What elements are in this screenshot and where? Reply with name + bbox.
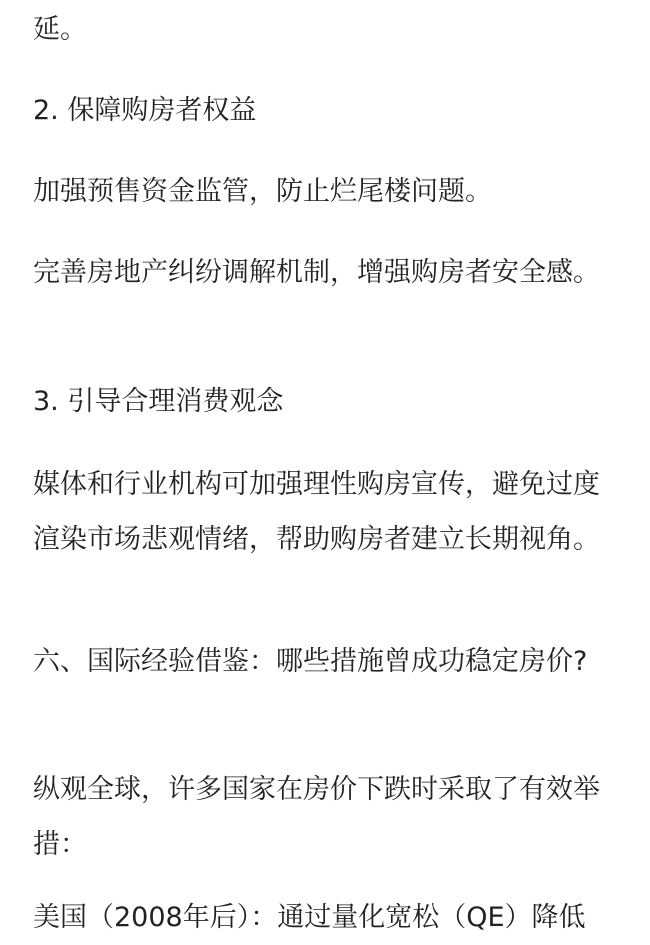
paragraph-text: 延。 (33, 14, 87, 45)
paragraph-text: 完善房地产纠纷调解机制，增强购房者安全感。 (33, 257, 600, 288)
chapter-heading: 六、国际经验借鉴：哪些措施曾成功稳定房价? (33, 646, 588, 677)
paragraph-text: 美国（2008年后）：通过量化宽松（QE）降低 (33, 902, 586, 933)
section-heading: 3. 引导合理消费观念 (33, 386, 284, 417)
paragraph-text: 加强预售资金监管，防止烂尾楼问题。 (33, 176, 492, 207)
paragraph-text: 媒体和行业机构可加强理性购房宣传，避免过度渲染市场悲观情绪，帮助购房者建立长期视角。 (33, 469, 600, 555)
paragraph-text: 纵观全球，许多国家在房价下跌时采取了有效举措： (33, 774, 600, 860)
section-heading: 2. 保障购房者权益 (33, 95, 257, 126)
